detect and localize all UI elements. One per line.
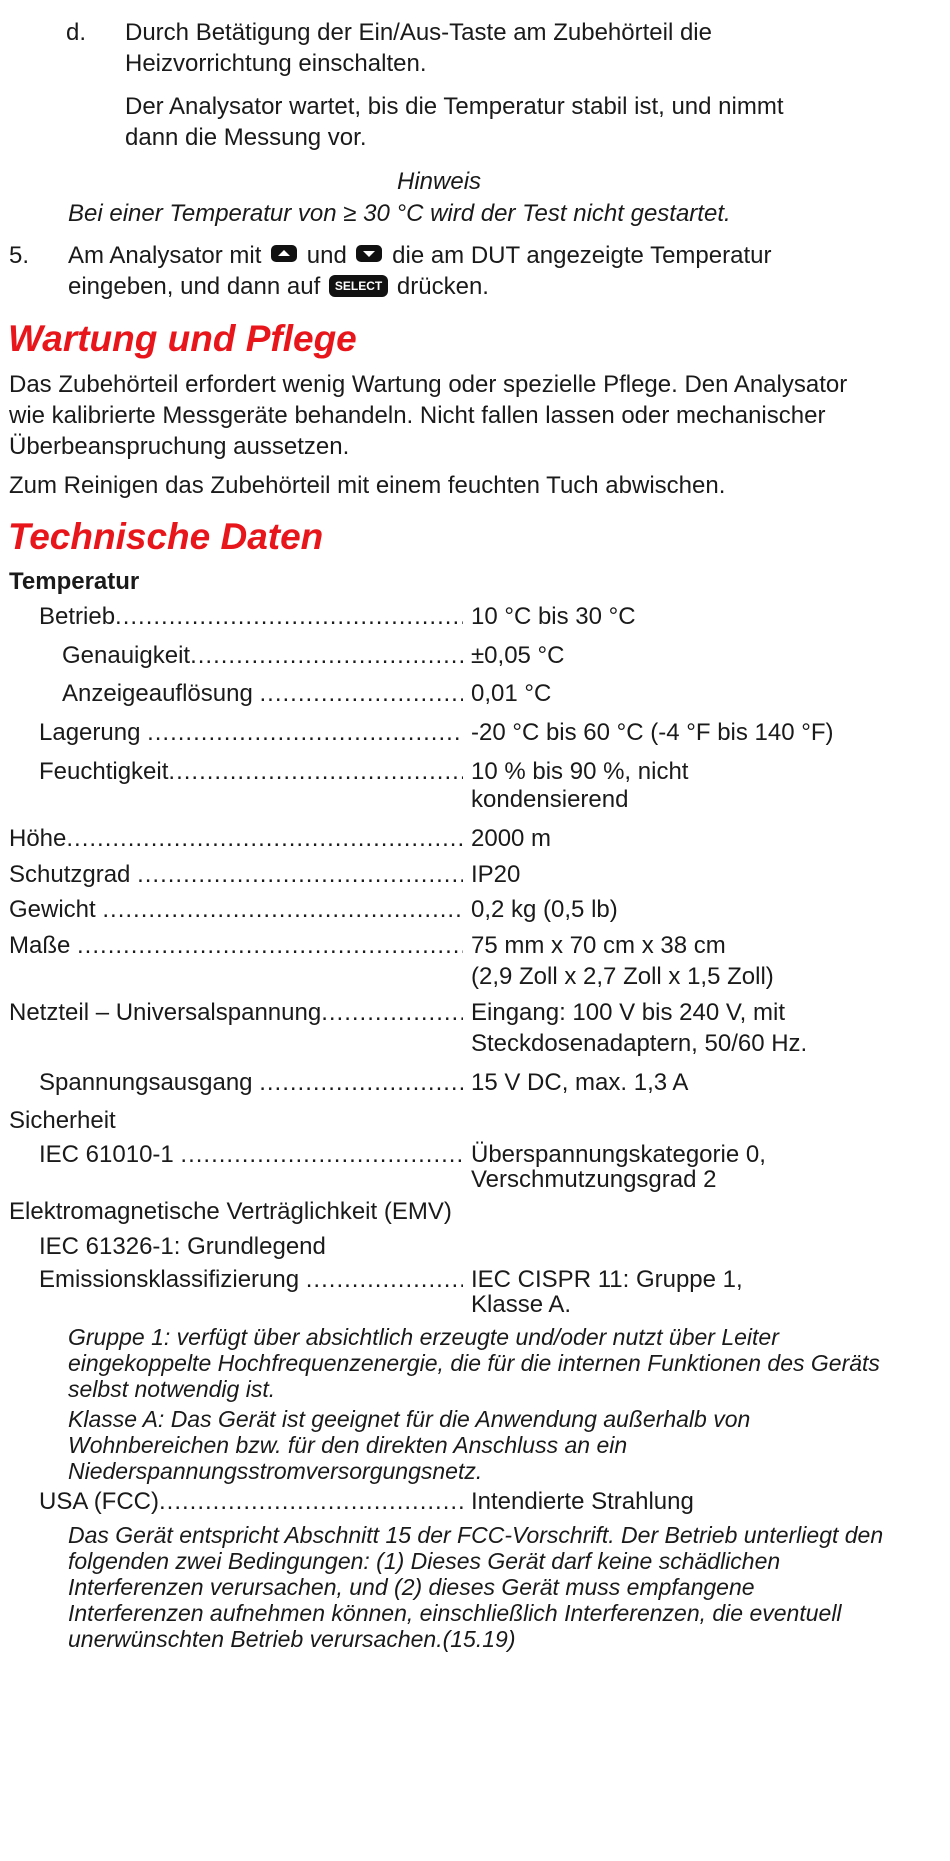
step-5-text-d: eingeben, und dann auf xyxy=(68,273,321,300)
spec-value-betrieb: 10 °C bis 30 °C xyxy=(471,603,636,630)
spec-label: Feuchtigkeit xyxy=(39,758,169,785)
spec-value-lagerung: -20 °C bis 60 °C (-4 °F bis 140 °F) xyxy=(471,719,834,746)
spec-value-masse-1: 75 mm x 70 cm x 38 cm xyxy=(471,932,726,959)
up-arrow-key-icon xyxy=(271,245,297,262)
spec-value-feuchtigkeit-2: kondensierend xyxy=(471,786,629,813)
spec-label: Betrieb xyxy=(39,603,116,630)
spec-row-fcc xyxy=(39,1486,463,1517)
spec-value-hoehe: 2000 m xyxy=(471,825,552,852)
wartung-heading: Wartung und Pflege xyxy=(8,318,357,359)
spec-klasseA-note: Klasse A: Das Gerät ist geeignet für die Anwendung außerhalb von Wohnbereichen bzw. für den direkten Anschluss an ein Niederspannungsstromversorgungsnetz. xyxy=(68,1406,751,1484)
spec-value-iec61010-1: Überspannungskategorie 0, xyxy=(471,1141,766,1168)
spec-value-spannung: 15 V DC, max. 1,3 A xyxy=(471,1069,689,1096)
spec-value-netzteil-2: Steckdosenadaptern, 50/60 Hz. xyxy=(471,1030,808,1057)
down-arrow-key-icon xyxy=(356,245,382,262)
spec-emv: Elektromagnetische Verträglichkeit (EMV) xyxy=(9,1198,452,1225)
step-5-text-e: drücken. xyxy=(396,273,489,300)
step-5-line2 xyxy=(68,271,489,302)
spec-row-feuchtigkeit xyxy=(39,756,463,787)
step-5-text-c: die am DUT angezeigte Temperatur xyxy=(392,242,772,269)
spec-row-netzteil xyxy=(9,997,463,1028)
spec-label: Anzeigeauflösung xyxy=(62,680,260,707)
spec-label: Schutzgrad xyxy=(9,861,138,888)
spec-sicherheit: Sicherheit xyxy=(9,1107,116,1134)
step-d-marker: d. xyxy=(66,19,87,46)
spec-label: USA (FCC) xyxy=(39,1488,159,1515)
spec-label: Netzteil – Universalspannung xyxy=(9,999,322,1026)
spec-label: Gewicht xyxy=(9,896,103,923)
note-text: Bei einer Temperatur von ≥ 30 °C wird der Test nicht gestartet. xyxy=(68,200,731,227)
spec-value-masse-2: (2,9 Zoll x 2,7 Zoll x 1,5 Zoll) xyxy=(471,963,774,990)
spec-value-netzteil-1: Eingang: 100 V bis 240 V, mit xyxy=(471,999,785,1026)
step-d-para-line2: dann die Messung vor. xyxy=(125,124,367,151)
wartung-p2: Zum Reinigen das Zubehörteil mit einem feuchten Tuch abwischen. xyxy=(9,472,726,499)
spec-heading: Technische Daten xyxy=(8,516,324,557)
spec-label: Emissionsklassifizierung xyxy=(39,1266,306,1293)
spec-value-feuchtigkeit-1: 10 % bis 90 %, nicht xyxy=(471,758,689,785)
spec-row-emission xyxy=(39,1264,463,1295)
spec-row-hoehe xyxy=(9,823,463,854)
step-5-line1 xyxy=(68,240,771,271)
spec-value-iec61010-2: Verschmutzungsgrad 2 xyxy=(471,1166,717,1193)
spec-value-emission-2: Klasse A. xyxy=(471,1291,572,1318)
step-d-line2: Heizvorrichtung einschalten. xyxy=(125,50,427,77)
step-d-line1: Durch Betätigung der Ein/Aus-Taste am Zubehörteil die xyxy=(125,19,712,46)
spec-row-spannung xyxy=(39,1067,463,1098)
spec-row-anzeige xyxy=(62,678,463,709)
spec-row-masse xyxy=(9,930,463,961)
step-d-para-line1: Der Analysator wartet, bis die Temperatur stabil ist, und nimmt xyxy=(125,93,784,120)
spec-gruppe1-note: Gruppe 1: verfügt über absichtlich erzeugte und/oder nutzt über Leiter eingekoppelte Hochfrequenzenergie, die für die internen Funktionen des Geräts selbst notwendig ist. xyxy=(68,1324,880,1402)
spec-row-gewicht xyxy=(9,894,463,925)
spec-temperatur: Temperatur xyxy=(9,568,140,595)
spec-label: Genauigkeit xyxy=(62,642,191,669)
spec-label: IEC 61010-1 xyxy=(39,1141,181,1168)
wartung-p1-line1: Das Zubehörteil erfordert wenig Wartung oder spezielle Pflege. Den Analysator xyxy=(9,371,848,398)
spec-label: Maße xyxy=(9,932,78,959)
spec-iec61326: IEC 61326-1: Grundlegend xyxy=(39,1233,326,1260)
spec-value-genauigkeit: ±0,05 °C xyxy=(471,642,565,669)
select-key-icon: SELECT xyxy=(329,275,388,297)
spec-label: Höhe xyxy=(9,825,67,852)
spec-row-lagerung xyxy=(39,717,463,748)
spec-row-iec61010 xyxy=(39,1139,463,1170)
step-5-text-b: und xyxy=(306,242,347,269)
note-title: Hinweis xyxy=(397,168,482,195)
spec-row-schutzgrad xyxy=(9,859,463,890)
step-5-text-a: Am Analysator mit xyxy=(68,242,262,269)
spec-label: Lagerung xyxy=(39,719,148,746)
spec-value-anzeige: 0,01 °C xyxy=(471,680,552,707)
spec-value-emission-1: IEC CISPR 11: Gruppe 1, xyxy=(471,1266,743,1293)
spec-value-fcc: Intendierte Strahlung xyxy=(471,1488,694,1515)
wartung-p1-line3: Überbeanspruchung aussetzen. xyxy=(9,433,350,460)
spec-row-genauigkeit xyxy=(62,640,463,671)
spec-fcc-note: Das Gerät entspricht Abschnitt 15 der FCC-Vorschrift. Der Betrieb unterliegt den folgenden zwei Bedingungen: (1) Dieses Gerät darf keine schädlichen Interferenzen verursachen, und (2) dieses Gerät muss empfangene Interferenzen aufnehmen können, einschließlich Interferenzen, die eventuell unerwünschten Betrieb verursachen.(15.19) xyxy=(68,1522,884,1652)
step-5-marker: 5. xyxy=(9,242,30,269)
spec-row-betrieb xyxy=(39,601,463,632)
wartung-p1-line2: wie kalibrierte Messgeräte behandeln. Nicht fallen lassen oder mechanischer xyxy=(9,402,826,429)
spec-label: Spannungsausgang xyxy=(39,1069,260,1096)
spec-value-schutzgrad: IP20 xyxy=(471,861,521,888)
spec-value-gewicht: 0,2 kg (0,5 lb) xyxy=(471,896,618,923)
